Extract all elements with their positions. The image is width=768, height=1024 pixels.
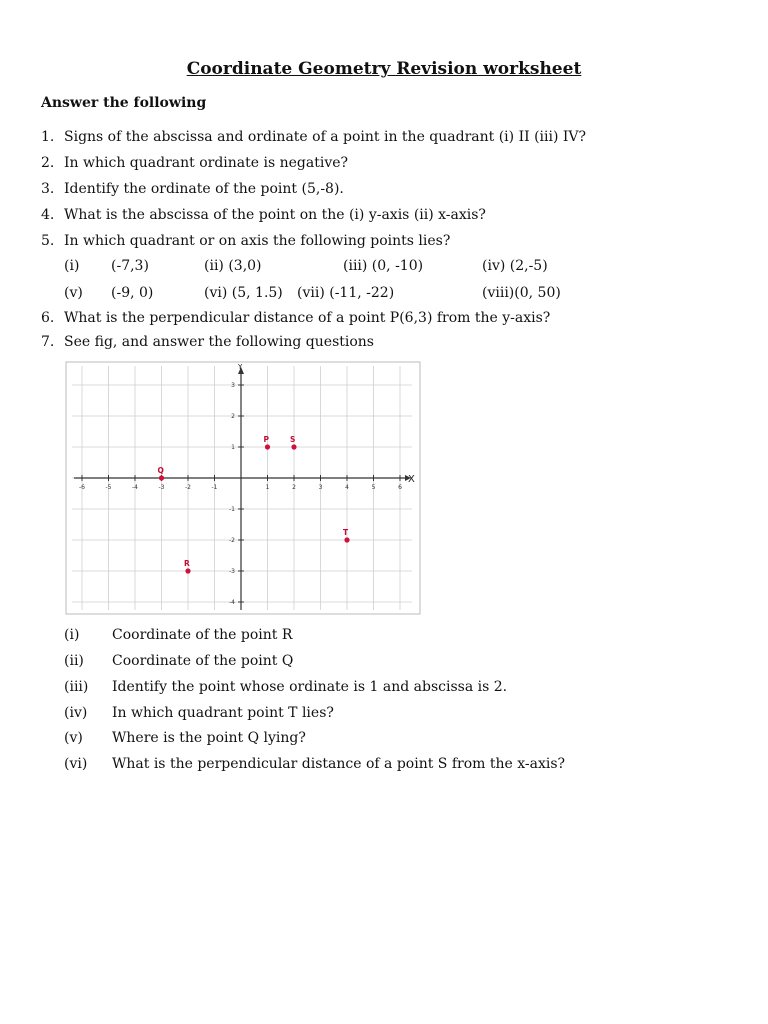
sub-question-numeral: (vi) [64,756,88,772]
sub-question-6 [64,755,724,773]
sub-question-4 [64,704,724,722]
y-tick-label: -3 [229,568,235,575]
point-label: Q [157,466,164,475]
question-7 [41,333,741,351]
question-number: 2. [41,155,55,171]
sub-question-text: Coordinate of the point R [112,627,293,643]
y-tick-label: -1 [229,506,235,513]
question-2 [41,154,741,172]
question-text: See fig, and answer the following questions [64,334,374,350]
x-tick-label: 2 [292,484,296,491]
question-number: 3. [41,181,55,197]
point-row-1-roman: (i) [64,258,80,274]
sub-question-numeral: (iv) [64,705,88,721]
point-row-2-col4: (viii)(0, 50) [482,285,561,301]
point-row-2-col3: (vii) (-11, -22) [297,285,395,301]
sub-question-5 [64,729,724,747]
point-row-1-col3: (iii) (0, -10) [343,258,424,274]
point-marker [344,537,349,542]
sub-question-text: In which quadrant point T lies? [112,705,334,721]
sub-question-text: Where is the point Q lying? [112,730,306,746]
sub-question-text: What is the perpendicular distance of a point S from the x-axis? [112,756,566,772]
y-axis-label: Y [238,363,243,371]
worksheet-title: Coordinate Geometry Revision worksheet [186,59,582,79]
section-heading: Answer the following [41,95,207,111]
x-tick-label: -1 [211,484,218,491]
point-label: P [263,435,269,444]
question-number: 4. [41,207,55,223]
question-number: 5. [41,233,55,249]
x-tick-label: 6 [398,484,402,491]
question-4 [41,206,741,224]
point-row-1-value: (-7,3) [111,258,149,274]
question-number: 7. [41,334,55,350]
y-tick-label: 3 [231,382,235,389]
coordinate-graph-figure [60,358,430,618]
sub-question-numeral: (v) [64,730,83,746]
x-tick-label: 5 [371,484,376,491]
y-tick-label: 1 [231,444,235,451]
point-row-1-col4: (iv) (2,-5) [482,258,548,274]
question-number: 1. [41,129,55,145]
question-text: Signs of the abscissa and ordinate of a point in the quadrant (i) II (iii) IV? [64,129,587,145]
sub-question-text: Identify the point whose ordinate is 1 and abscissa is 2. [112,679,508,695]
question-text: In which quadrant ordinate is negative? [64,155,349,171]
question-text: In which quadrant or on axis the following points lies? [64,233,451,249]
sub-question-numeral: (ii) [64,653,84,669]
question-1 [41,128,741,146]
y-tick-label: -4 [229,599,235,606]
x-tick-label: -6 [79,484,85,491]
point-marker [291,444,296,449]
x-tick-label: 4 [345,484,349,491]
question-6 [41,309,741,327]
x-tick-label: -3 [158,484,165,491]
question-5 [41,232,741,250]
point-label: R [184,559,190,568]
point-row-2-roman: (v) [64,285,83,301]
question-text: What is the abscissa of the point on the (i) y-axis (ii) x-axis? [64,207,486,223]
point-marker [185,568,190,573]
sub-question-text: Coordinate of the point Q [112,653,294,669]
point-row-2-value: (-9, 0) [111,285,154,301]
point-label: T [343,528,349,537]
x-tick-label: -2 [185,484,191,491]
question-number: 6. [41,310,55,326]
question-3 [41,180,741,198]
x-tick-label: -5 [105,484,112,491]
point-marker [159,475,164,480]
question-text: What is the perpendicular distance of a point P(6,3) from the y-axis? [64,310,551,326]
x-axis-label: X [408,474,415,485]
point-row-2-col2: (vi) (5, 1.5) [204,285,283,301]
y-tick-label: -2 [229,537,235,544]
x-tick-label: 3 [318,484,323,491]
y-tick-label: 2 [231,413,235,420]
x-tick-label: 1 [265,484,270,491]
sub-question-1 [64,626,724,644]
sub-question-numeral: (i) [64,627,80,643]
sub-question-numeral: (iii) [64,679,89,695]
point-label: S [290,435,296,444]
figure-frame [66,362,420,614]
sub-question-2 [64,652,724,670]
point-row-1-col2: (ii) (3,0) [204,258,262,274]
point-marker [265,444,270,449]
sub-question-3 [64,678,724,696]
question-text: Identify the ordinate of the point (5,-8). [64,181,344,197]
x-tick-label: -4 [132,484,138,491]
